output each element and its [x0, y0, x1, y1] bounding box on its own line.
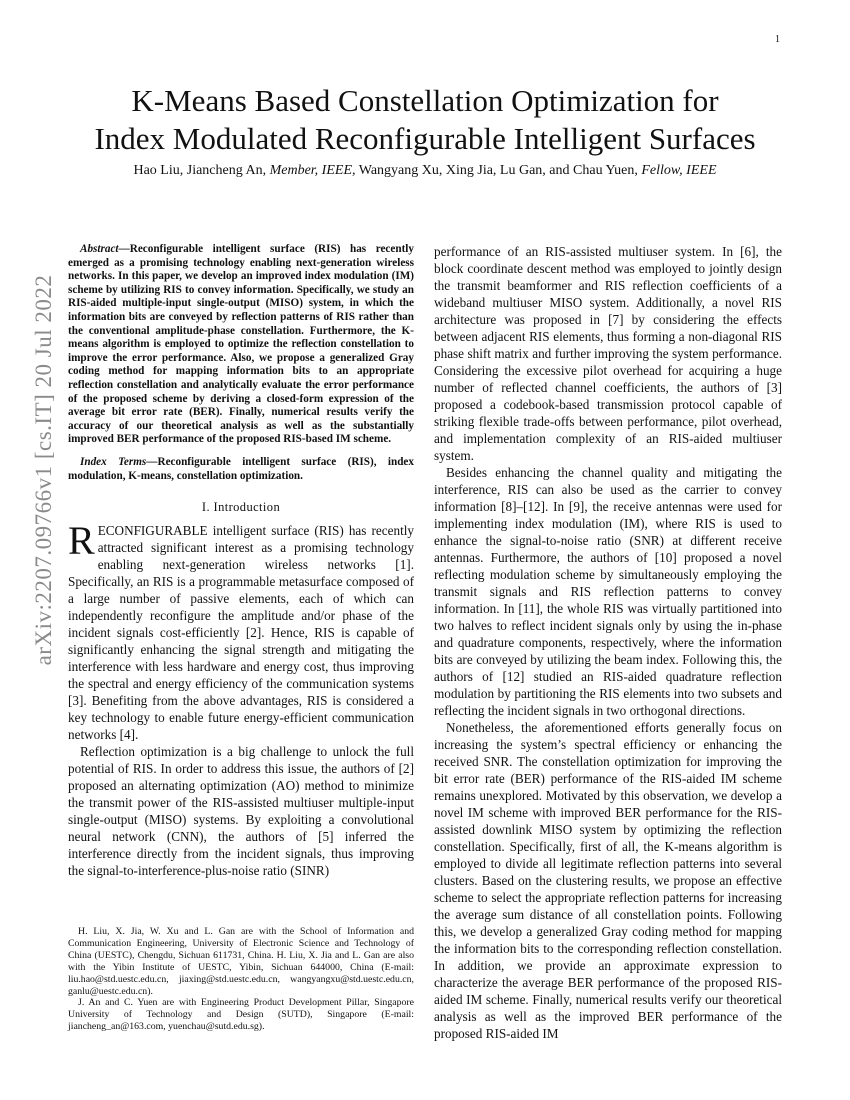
footnote-uestc-affiliation: H. Liu, X. Jia, W. Xu and L. Gan are with the School of Information and Communication Engineering, University of Electronic Science and Technology of China (UESTC), Chengdu, Sichuan 611731, China. H. Liu, X. Jia and L. Gan are also with the Yibin Institute of UESTC, Yibin, Sichuan 644000, China (E-mail: liu.hao@std.uestc.edu.cn, jiaxing@std.uestc.edu.cn, wangyangxu@std.uestc.edu.cn, ganlu@uestc.edu.cn). — [68, 926, 414, 997]
section-heading-introduction: I. Introduction — [201, 500, 281, 515]
intro-paragraph-1-text: ECONFIGURABLE intelligent surface (RIS) has recently attracted significant interest as a promising technology enabling next-generation wireless networks [1]. Specifically, an RIS is a programmable metasurface composed of a large number of passive elements, each of which can independently reconfigure the amplitude and/or phase of the incident signals cost-efficiently [2]. Hence, RIS is capable of significantly enhancing the signal strength and mitigating the interference with less hardware and energy cost, thus improving the spectral and energy efficiency of the communication systems [3]. Benefiting from the above advantages, RIS is considered a key technology to enable future energy-efficient communication networks [4]. — [68, 523, 414, 743]
abstract-text: —Reconfigurable intelligent surface (RIS) has recently emerged as a promising technology enabling next-generation wireless networks. In this paper, we develop an improved index modulation (IM) scheme by utilizing RIS to convey information. Specifically, we study an RIS-aided multiple-input single-output (MISO) system, in which the information bits are conveyed by reflection patterns of RIS rather than the conventional amplitude-phase constellation. Furthermore, the K-means algorithm is employed to optimize the reflection constellation to improve the error performance. Also, we propose a generalized Gray coding method for mapping information bits to an appropriate reflection constellation and analytically evaluate the error performance of the proposed scheme by deriving a closed-form expression of the average bit error rate (BER). Finally, numerical results verify the accuracy of our theoretical analysis as well as the substantially improved BER performance of the proposed RIS-based IM scheme. — [68, 243, 414, 446]
index-terms — [68, 456, 414, 483]
authors-part-1: Hao Liu, Jiancheng An, — [133, 163, 270, 178]
body-paragraph-index-modulation: Besides enhancing the channel quality and mitigating the interference, RIS can also be used as the carrier to convey information [8]–[12]. In [9], the receive antennas were used for implementing index modulation (IM), where RIS is used to enhance the signal-to-noise ratio (SNR) at different receive antennas. Furthermore, the authors of [10] proposed a novel reflecting modulation scheme by simultaneously employing the transmit signals and RIS reflection patterns to convey information. In [11], the whole RIS was virtually partitioned into two halves to reflect incident signals only by using the in-phase and quadrature components, respectively, where the information bits are conveyed by utilizing the beam index. Following this, the authors of [12] studied an RIS-aided quadrature reflection modulation by partitioning the RIS elements into two subsets and reflecting the incident signals in two orthogonal directions. — [434, 465, 782, 718]
index-terms-text: —Reconfigurable intelligent surface (RIS), index modulation, K-means, constellation optimization. — [68, 455, 414, 482]
title-line-1: K-Means Based Constellation Optimization for — [131, 83, 719, 118]
abstract — [68, 243, 414, 447]
footnote-sutd-affiliation: J. An and C. Yuen are with Engineering Product Development Pillar, Singapore University of Technology and Design (SUTD), Singapore (E-mail: jiancheng_an@163.com, yuenchau@sutd.edu.sg). — [68, 997, 414, 1033]
abstract-label: Abstract — [80, 243, 119, 255]
paper-title — [60, 82, 790, 158]
author-list — [60, 163, 790, 179]
page-number: 1 — [775, 34, 780, 45]
intro-paragraph-1 — [68, 518, 414, 743]
title-line-2: Index Modulated Reconfigurable Intelligent Surfaces — [94, 121, 756, 156]
author-membership-fellow: Fellow, IEEE — [641, 163, 717, 178]
left-column — [68, 243, 414, 879]
right-column — [434, 243, 782, 1042]
authors-part-2: Wangyang Xu, Xing Jia, Lu Gan, and Chau Yuen, — [355, 163, 642, 178]
body-paragraph-contributions: Nonetheless, the aforementioned efforts generally focus on increasing the system’s spectral efficiency or enhancing the received SNR. The constellation optimization for improving the bit error rate (BER) performance of the RIS-aided IM scheme remains unexplored. Motivated by this observation, we develop a novel IM scheme with improved BER performance for the RIS-assisted downlink MISO system by optimizing the reflection constellation. Specifically, first of all, the K-means algorithm is employed to divide all legitimate reflection patterns into several clusters. Based on the clustering results, we propose an effective scheme to select the appropriate reflection patterns for increasing the average sum distance of all constellation points. Following this, we develop a generalized Gray coding method for mapping the information bits to the corresponding reflection constellation. In addition, we provide an approximate expression to characterize the average BER performance of the proposed RIS-aided IM scheme. Finally, numerical results verify our theoretical analysis as well as the improved BER performance of the proposed RIS-aided IM — [434, 720, 782, 1041]
index-terms-label: Index Terms — [80, 455, 147, 468]
body-paragraph-continued: performance of an RIS-assisted multiuser system. In [6], the block coordinate descent method was employed to jointly design the transmit beamformer and RIS reflection coefficients of a wideband multiuser MISO system. Additionally, a novel RIS architecture was proposed in [7] by considering the effects between adjacent RIS elements, thus forming a non-diagonal RIS phase shift matrix and further improving the system performance. Considering the excessive pilot overhead for acquiring a huge number of reflected channel coefficients, the authors of [3] proposed a codebook-based transmission protocol capable of striking flexible trade-offs between performance, pilot overhead, and implementation complexity of an RIS-aided multiuser system. — [434, 244, 782, 463]
author-membership-member: Member, IEEE, — [269, 163, 356, 178]
drop-cap-letter: R — [68, 518, 95, 564]
intro-paragraph-2: Reflection optimization is a big challenge to unlock the full potential of RIS. In order to address this issue, the authors of [2] proposed an alternating optimization (AO) method to minimize the transmit power of the RIS-assisted multiuser multiple-input single-output (MISO) systems. By exploiting a convolutional neural network (CNN), the authors of [5] inferred the interference directly from the incident signals, thus improving the signal-to-interference-plus-noise ratio (SINR) — [68, 744, 414, 879]
arxiv-identifier-stamp[interactable]: arXiv:2207.09766v1 [cs.IT] 20 Jul 2022 — [31, 274, 56, 666]
author-affiliation-footnotes — [68, 926, 414, 1033]
